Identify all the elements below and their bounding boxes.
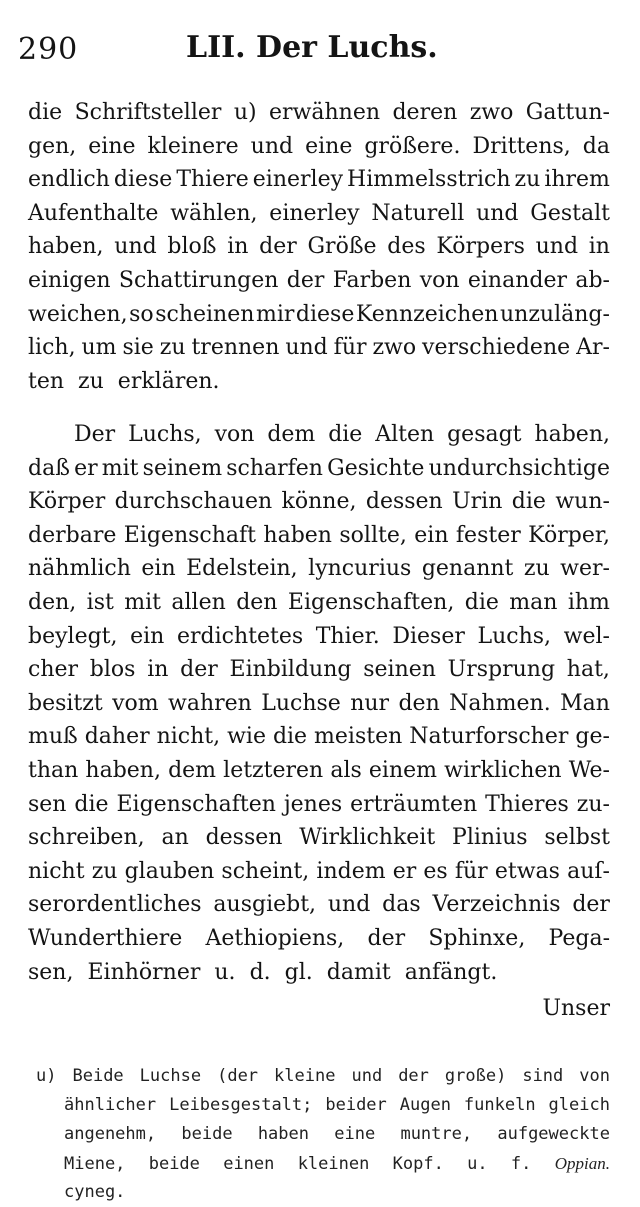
text-line: endlich diese Thiere einerley Himmelsstrich zu ihrem xyxy=(28,167,610,193)
chapter-title: LII. Der Luchs. xyxy=(186,30,438,65)
text-line: sen die Eigenschaften jenes erträumten Thieres zu- xyxy=(28,791,610,817)
text-line: sen, Einhörner u. d. gl. damit anfängt. xyxy=(28,959,498,985)
text-line: lich, um sie zu trennen und für zwo verschiedene Ar- xyxy=(28,335,610,361)
footnote xyxy=(36,1062,610,1207)
text-line: gen, eine kleinere und eine größere. Drittens, da xyxy=(28,133,610,159)
text-line: schreiben, an dessen Wirklichkeit Plinius selbst xyxy=(28,825,610,851)
text-line: nähmlich ein Edelstein, lyncurius genannt zu wer- xyxy=(28,556,610,582)
text-line: cher blos in der Einbildung seinen Ursprung hat, xyxy=(28,657,610,683)
paragraph-1 xyxy=(28,96,610,398)
text-line: Der Luchs, von dem die Alten gesagt haben, xyxy=(74,422,610,447)
text-line: ten zu erklären. xyxy=(28,368,220,394)
page-number: 290 xyxy=(18,32,79,67)
text-line: nicht zu glauben scheint, indem er es für etwas auſ- xyxy=(28,858,610,884)
paragraph-2 xyxy=(28,418,610,989)
text-line: muß daher nicht, wie die meisten Naturforscher ge- xyxy=(28,724,610,750)
footnote-line: cyneg. xyxy=(64,1182,126,1202)
text-line: die Schriftsteller u) erwähnen deren zwo Gattun- xyxy=(28,100,610,125)
text-line: weichen, so scheinen mir diese Kennzeichen unzuläng- xyxy=(28,301,610,327)
text-line: daß er mit seinem scharfen Gesichte undurchsichtige xyxy=(28,455,610,481)
text-line: Wunderthiere Aethiopiens, der Sphinxe, Pega- xyxy=(28,925,610,951)
footnote-line: angenehm, beide haben eine muntre, aufgeweckte xyxy=(64,1124,610,1144)
footnote-line: u) Beide Luchse (der kleine und der große) sind von xyxy=(36,1066,610,1086)
text-line: haben, und bloß in der Größe des Körpers und in xyxy=(28,234,610,260)
text-line: besitzt vom wahren Luchse nur den Nahmen. Man xyxy=(28,690,610,716)
footnote-line: Miene, beide einen kleinen Kopf. u. f. Oppian. xyxy=(36,1149,610,1178)
text-line: den, ist mit allen den Eigenschaften, die man ihm xyxy=(28,589,610,615)
text-line: serordentliches ausgiebt, und das Verzeichnis der xyxy=(28,892,610,918)
catchword: Unser xyxy=(542,996,610,1021)
text-line: than haben, dem letzteren als einem wirklichen We- xyxy=(28,757,610,783)
page-header xyxy=(0,28,640,68)
footnote-citation: Oppian. xyxy=(554,1154,610,1173)
text-line: Aufenthalte wählen, einerley Naturell und Gestalt xyxy=(28,200,610,226)
text-line: beylegt, ein erdichtetes Thier. Dieser Luchs, wel- xyxy=(28,623,610,649)
text-line: einigen Schattirungen der Farben von einander ab- xyxy=(28,267,610,293)
text-line: derbare Eigenschaft haben sollte, ein fester Körper, xyxy=(28,522,610,548)
footnote-line: ähnlicher Leibesgestalt; beider Augen funkeln gleich xyxy=(64,1095,610,1115)
text-line: Körper durchschauen könne, dessen Urin die wun- xyxy=(28,489,610,515)
